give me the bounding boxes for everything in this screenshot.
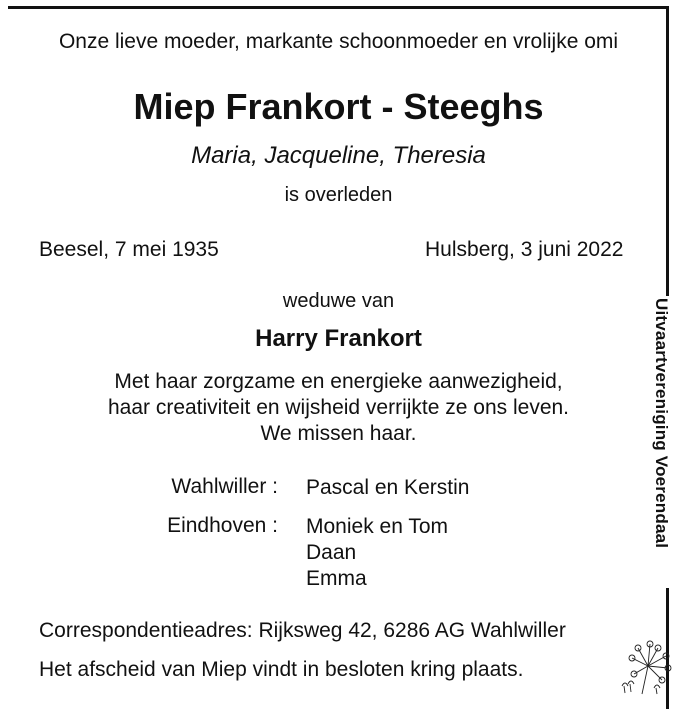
farewell-text: Het afscheid van Miep vindt in besloten kring plaats.	[39, 658, 524, 681]
given-names: Maria, Jacqueline, Theresia	[191, 142, 486, 169]
family-place: Eindhoven :	[167, 514, 278, 537]
correspondence-address: Correspondentieadres: Rijksweg 42, 6286 AG Wahlwiller	[39, 619, 566, 642]
side-label-text: Uitvaartvereniging Voerendaal	[652, 298, 671, 549]
widow-text: weduwe van	[282, 290, 395, 312]
died-text: is overleden	[284, 184, 393, 206]
deceased-name: Miep Frankort - Steeghs	[133, 86, 544, 127]
family-names	[306, 514, 448, 592]
intro-line: Onze lieve moeder, markante schoonmoeder en vrolijke omi	[58, 30, 619, 53]
family-member: Daan	[306, 541, 357, 564]
border-top	[8, 6, 669, 9]
tribute-line: haar creativiteit en wijsheid verrijkte ze ons leven.	[107, 396, 570, 419]
dandelion-icon	[612, 636, 672, 696]
family-names	[306, 475, 469, 501]
family-place: Wahlwiller :	[171, 475, 278, 498]
tribute-line: We missen haar.	[260, 422, 417, 445]
funeral-association-label	[650, 298, 677, 586]
tribute-line: Met haar zorgzame en energieke aanwezigheid,	[114, 370, 563, 393]
birth-info: Beesel, 7 mei 1935	[39, 238, 219, 261]
family-member: Moniek en Tom	[306, 515, 449, 538]
family-member: Emma	[306, 567, 367, 590]
family-member: Pascal en Kerstin	[306, 476, 470, 499]
partner-name: Harry Frankort	[255, 325, 422, 352]
death-info: Hulsberg, 3 juni 2022	[425, 238, 624, 261]
